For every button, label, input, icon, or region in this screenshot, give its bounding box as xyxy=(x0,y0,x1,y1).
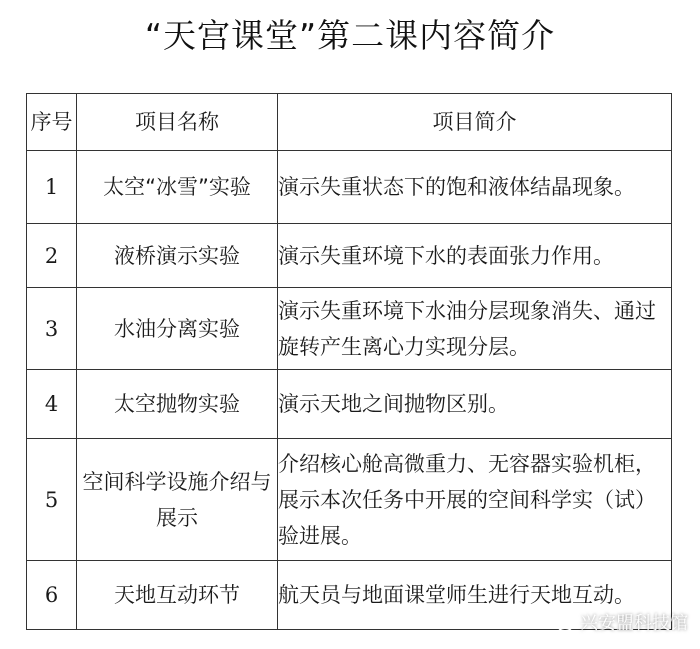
page-title: “天宫课堂”第二课内容简介 xyxy=(144,16,556,55)
table-row xyxy=(27,370,672,439)
row-project-name: 太空“冰雪”实验 xyxy=(77,151,278,224)
row-number: 4 xyxy=(27,370,77,439)
row-number: 2 xyxy=(27,224,77,288)
table-row xyxy=(27,288,672,370)
row-project-description: 航天员与地面课堂师生进行天地互动。 xyxy=(278,561,672,630)
row-project-description: 演示失重环境下水油分层现象消失、通过旋转产生离心力实现分层。 xyxy=(278,288,672,370)
watermark-text: 兴安盟科技馆 xyxy=(580,613,688,634)
table-row xyxy=(27,224,672,288)
header-number: 序号 xyxy=(27,94,77,151)
course-table xyxy=(26,93,672,630)
table-row xyxy=(27,439,672,561)
row-project-name: 空间科学设施介绍与展示 xyxy=(77,439,278,561)
row-number: 3 xyxy=(27,288,77,370)
row-project-name: 水油分离实验 xyxy=(77,288,278,370)
row-project-description: 演示失重环境下水的表面张力作用。 xyxy=(278,224,672,288)
watermark xyxy=(548,609,688,635)
row-project-description: 介绍核心舱高微重力、无容器实验机柜，展示本次任务中开展的空间科学实（试）验进展。 xyxy=(278,439,672,561)
table-row xyxy=(27,151,672,224)
row-number: 5 xyxy=(27,439,77,561)
row-project-description: 演示天地之间抛物区别。 xyxy=(278,370,672,439)
row-project-name: 液桥演示实验 xyxy=(77,224,278,288)
wechat-icon xyxy=(548,612,574,632)
header-project-description: 项目简介 xyxy=(278,94,672,151)
header-project-name: 项目名称 xyxy=(77,94,278,151)
row-project-name: 太空抛物实验 xyxy=(77,370,278,439)
row-number: 6 xyxy=(27,561,77,630)
table-header-row xyxy=(27,94,672,151)
row-project-description: 演示失重状态下的饱和液体结晶现象。 xyxy=(278,151,672,224)
row-project-name: 天地互动环节 xyxy=(77,561,278,630)
row-number: 1 xyxy=(27,151,77,224)
